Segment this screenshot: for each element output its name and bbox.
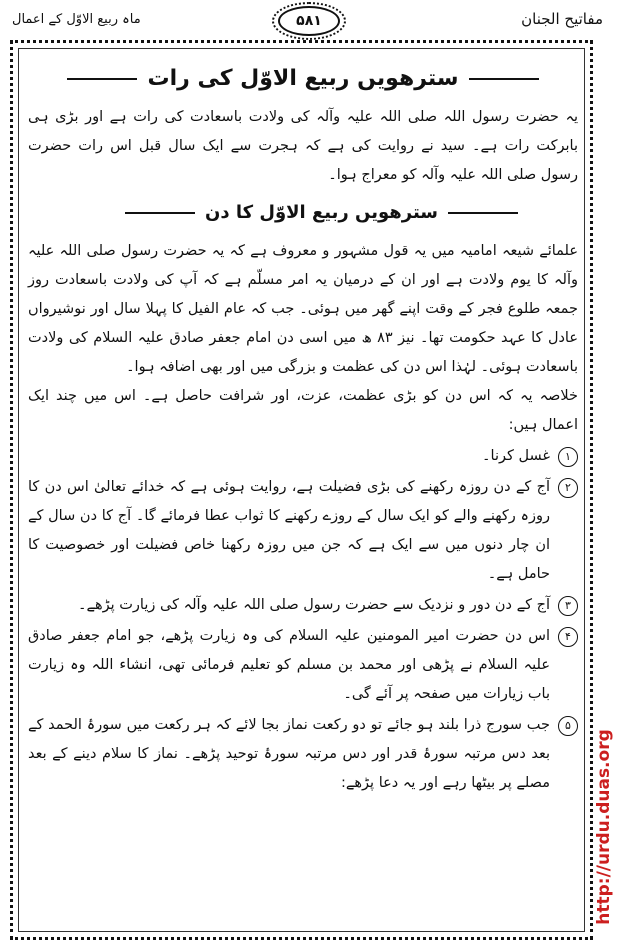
book-title: مفاتیح الجنان xyxy=(521,10,603,28)
page-content xyxy=(28,56,578,798)
watermark-url: http://urdu.duas.org xyxy=(594,729,614,925)
section-heading-night xyxy=(28,64,578,93)
item-text: آج کے دن دور و نزدیک سے حضرت رسول صلی اللہ علیہ وآلہ کی زیارت پڑھے۔ xyxy=(78,597,550,613)
item-number: ۴ xyxy=(558,627,578,647)
heading-rule xyxy=(67,78,137,80)
item-text: جب سورج ذرا بلند ہو جائے تو دو رکعت نماز بجا لائے کہ ہر رکعت میں سورۂ الحمد کے بعد دس مرتبہ سورۂ قدر اور دس مرتبہ سورۂ توحید پڑھے۔ نماز کا سلام دینے کے بعد مصلے پر بیٹھا رہے اور یہ دعا پڑھے: xyxy=(28,717,550,791)
watermark xyxy=(592,712,616,942)
item-number: ۳ xyxy=(558,596,578,616)
heading-rule xyxy=(469,78,539,80)
page-number: ۵۸۱ xyxy=(278,6,340,36)
list-item xyxy=(28,591,578,620)
item-number: ۱ xyxy=(558,447,578,467)
section-heading-day xyxy=(28,198,518,227)
heading-rule xyxy=(125,212,195,214)
paragraph: خلاصہ یہ کہ اس دن کو بڑی عظمت، عزت، اور شرافت حاصل ہے۔ اس میں چند ایک اعمال ہیں: xyxy=(28,388,578,433)
list-item xyxy=(28,711,578,798)
item-text: اس دن حضرت امیر المومنین علیہ السلام کی وہ زیارت پڑھے، جو امام جعفر صادق علیہ السلام نے پڑھی اور محمد بن مسلم کو تعلیم فرمائی تھی، انشاء اللہ وہ زیارت باب زیارات میں صفحہ پر آئے گی۔ xyxy=(28,628,550,702)
heading-text: سترھویں ربیع الاوّل کی رات xyxy=(147,66,459,91)
list-item xyxy=(28,442,578,471)
list-item xyxy=(28,473,578,589)
list-item xyxy=(28,622,578,709)
paragraph: یہ حضرت رسول اللہ صلی اللہ علیہ وآلہ کی ولادت باسعادت کی رات ہے اور بڑی ہی بابرکت رات ہے۔ سید نے روایت کی ہے کہ ہجرت سے ایک سال قبل اس رات حضرت رسول صلی اللہ علیہ وآلہ کو معراج ہوا۔ xyxy=(28,109,578,183)
heading-rule xyxy=(448,212,518,214)
item-text: آج کے دن روزہ رکھنے کی بڑی فضیلت ہے، روایت ہوئی ہے کہ خدائے تعالیٰ اس دن کا روزہ رکھنے والے کو ایک سال کے روزے رکھنے کا ثواب عطا فرمائے گا۔ آج کا دن سال کے ان چار دنوں میں سے ایک ہے کہ جن میں روزہ رکھنا خاص فضیلت اور خصوصیت کا حامل ہے۔ xyxy=(28,479,550,582)
item-text: غسل کرنا۔ xyxy=(482,448,550,464)
heading-text: سترھویں ربیع الاوّل کا دن xyxy=(204,202,438,223)
page-header xyxy=(0,0,619,40)
item-number: ۵ xyxy=(558,716,578,736)
chapter-title: ماہ ربیع الاوّل کے اعمال xyxy=(12,12,141,27)
item-number: ۲ xyxy=(558,478,578,498)
paragraph: علمائے شیعہ امامیہ میں یہ قول مشہور و معروف ہے کہ یہ حضرت رسول صلی اللہ علیہ وآلہ کا یوم ولادت ہے اور ان کے درمیان یہ امر مسلّم ہے کہ آپ کی ولادت باسعادت روز جمعہ طلوع فجر کے وقت اپنے گھر میں ہوئی۔ جب کہ عام الفیل کا پہلا سال اور نوشیرواں عادل کا عہد حکومت تھا۔ نیز ۸۳ ھ میں اسی دن امام جعفر صادق علیہ السلام کی ولادت باسعادت ہوئی۔ لہٰذا اس دن کی عظمت و بزرگی میں اور بھی اضافہ ہوا۔ xyxy=(28,243,579,375)
